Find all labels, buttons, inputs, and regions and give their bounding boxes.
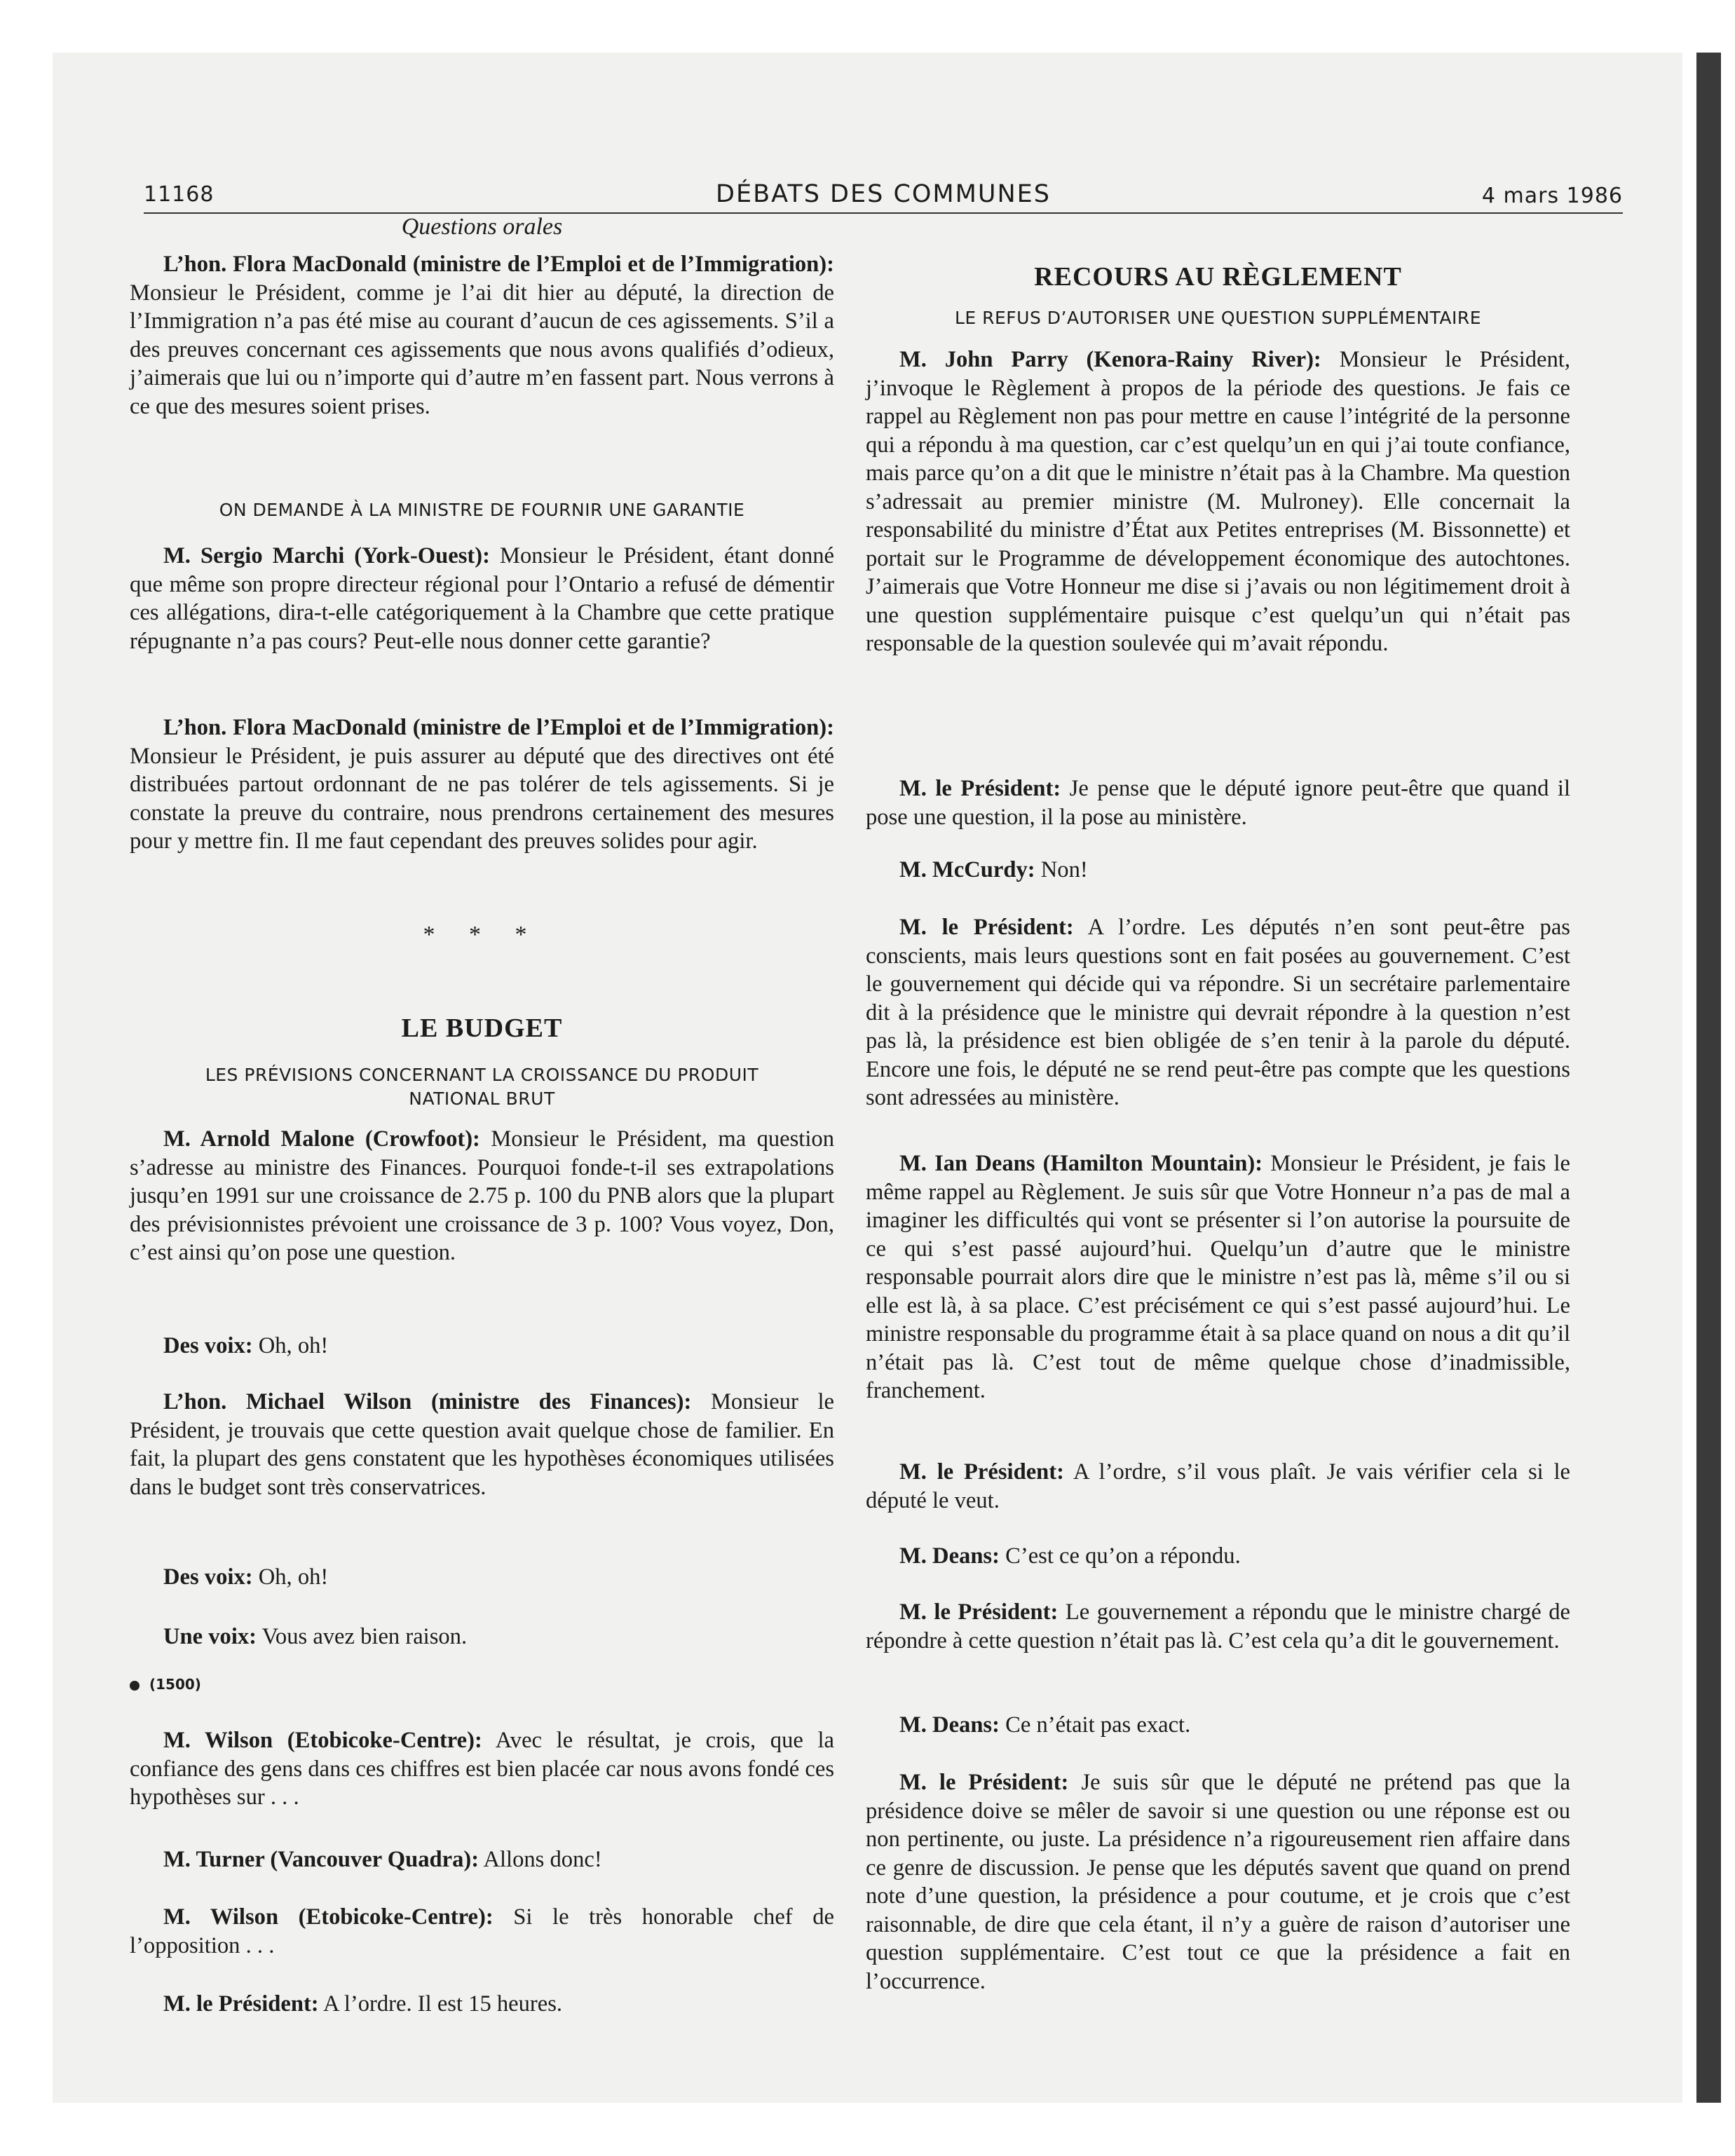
speech-text: Oh, oh! xyxy=(252,1333,329,1358)
speech-text: Si le très honorable chef de l’opposition . . . xyxy=(130,1904,834,1958)
speaker-name: M. Wilson (Etobicoke-Centre): xyxy=(163,1904,494,1930)
speaker-name: M. Wilson (Etobicoke-Centre): xyxy=(163,1728,482,1753)
speaker-name: M. Ian Deans (Hamilton Mountain): xyxy=(899,1151,1263,1176)
speech-text: Monsieur le Président, comme je l’ai dit hier au député, la direction de l’Immigration n’a pas été mise au courant d’aucun de ces agissements. S’il a des preuves concernant ces agissements que nous avons qualifiés d’odieux, j’aimerais que lui ou n’importe qui d’autre m’en fassent part. Nous verrons à ce que des mesures soient prises. xyxy=(130,280,834,419)
speaker-name: M. John Parry (Kenora-Rainy River): xyxy=(899,347,1321,372)
publication-date: 4 mars 1986 xyxy=(1481,184,1623,208)
document-page xyxy=(53,53,1682,2103)
speech-paragraph xyxy=(866,913,1570,1112)
speech-paragraph xyxy=(130,1563,834,1592)
speech-text: Je suis sûr que le député ne prétend pas que la présidence doive se mêler de savoir si une question ou une réponse est ou non pertinente, ou juste. La présidence n’a rigoureusement rien affaire dans ce genre de discussion. Je pense que les députés savent que quand on prend note d’une question, la présidence a pour coutume, et je crois que c’est raisonnable, de dire que cela étant, il n’y a guère de raison d’autoriser une question supplémentaire. C’est tout ce que la présidence a fait en l’occurrence. xyxy=(866,1770,1571,1994)
time-marker-text: (1500) xyxy=(149,1676,201,1693)
speech-paragraph xyxy=(130,1332,834,1360)
speech-text: Le gouvernement a répondu que le ministre chargé de répondre à cette question n’était pas là. C’est cela qu’a dit le gouvernement. xyxy=(866,1599,1571,1653)
speech-text: Monsieur le Président, ma question s’adresse au ministre des Finances. Pourquoi fonde-t-il ses extrapolations jusqu’en 1991 sur une croissance de 2.75 p. 100 du PNB alors que la plupart des prévisionnistes prévoient une croissance de 3 p. 100? Vous voyez, Don, c’est ainsi qu’on pose une question. xyxy=(130,1126,834,1265)
speech-text: Monsieur le Président, je fais le même rappel au Règlement. Je suis sûr que Votre Honneur n’a pas de mal a imaginer les difficultés qui vont se présenter si l’on autorise la poursuite de ce qui s’est passé aujourd’hui. Quelqu’un d’autre que le ministre responsable pourrait alors dire que le ministre n’est pas là, même s’il ou si elle est là, à sa place. C’est précisément ce qui s’est passé aujourd’hui. Le ministre responsable du programme était à sa place quand on nous a dit qu’il n’était pas là. C’est tout de même quelque chose d’inadmissible, franchement. xyxy=(866,1151,1570,1403)
page-number: 11168 xyxy=(144,182,215,207)
speech-text: Vous avez bien raison. xyxy=(257,1624,468,1649)
speech-paragraph xyxy=(866,1711,1570,1740)
speech-paragraph xyxy=(130,1903,834,1960)
speech-paragraph xyxy=(130,1125,834,1267)
speech-paragraph xyxy=(866,1542,1570,1571)
scan-edge-bar xyxy=(1696,53,1721,2103)
speech-text: Monsieur le Président, je puis assurer au député que des directives ont été distribuées partout ordonnant de ne pas tolérer de tels agissements. Si je constate la preuve du contraire, nous prendrons certainement des mesures pour y mettre fin. Il me faut cependant des preuves solides pour agir. xyxy=(130,743,834,854)
speech-paragraph xyxy=(866,346,1570,658)
speech-paragraph xyxy=(130,250,834,421)
speech-paragraph xyxy=(866,1598,1570,1655)
speech-text: Monsieur le Président, j’invoque le Règlement à propos de la période des questions. Je fais ce rappel au Règlement non pas pour mettre en cause l’intégrité de la personne qui a répondu à ma question, car c’est quelqu’un en qui j’ai toute confiance, mais parce qu’on a dit que le ministre n’était pas à la Chambre. Ma question s’adressait au premier ministre (M. Mulroney). Elle concernait la responsabilité du ministre d’État aux Petites entreprises (M. Bissonnette) et portait sur le Programme de développement économique des autochtones. J’aimerais que Votre Honneur me dise si j’avais ou non légitimement droit à une question supplémentaire puisque c’est quelqu’un qui n’était pas responsable de la question soulevée qui m’avait répondu. xyxy=(866,347,1570,656)
speech-paragraph xyxy=(130,1388,834,1501)
publication-title: DÉBATS DES COMMUNES xyxy=(716,180,1051,208)
speech-paragraph xyxy=(130,1990,834,2019)
speaker-name: M. le Président: xyxy=(899,1599,1059,1625)
speech-paragraph xyxy=(866,1458,1570,1515)
speech-text: A l’ordre, s’il vous plaît. Je vais vérifier cela si le député le veut. xyxy=(866,1459,1571,1513)
speaker-name: Des voix: xyxy=(163,1333,253,1358)
speaker-name: M. le Président: xyxy=(899,915,1074,940)
speech-paragraph xyxy=(130,1726,834,1812)
speech-text: Monsieur le Président, étant donné que même son propre directeur régional pour l’Ontario a refusé de démentir ces allégations, dira-t-elle catégoriquement à la Chambre que cette pratique répugnante n’a pas cours? Peut-elle nous donner cette garantie? xyxy=(130,543,834,654)
speech-text: A l’ordre. Les députés n’en sont peut-être pas conscients, mais leurs questions sont en fait posées au gouvernement. C’est le gouvernement qui décide qui va répondre. Si un secrétaire parlementaire dit à la présidence que le ministre qui devrait répondre à la question n’est pas là, la présidence est bien obligée de s’en tenir à la parole du député. Encore une fois, le député ne se rend peut-être pas compte que les questions sont adressées au ministère. xyxy=(866,915,1570,1110)
speech-paragraph xyxy=(130,542,834,655)
speech-text: A l’ordre. Il est 15 heures. xyxy=(318,1991,563,2017)
subheading: ON DEMANDE À LA MINISTRE DE FOURNIR UNE GARANTIE xyxy=(219,500,745,520)
speech-text: Je pense que le député ignore peut-être que quand il pose une question, il la pose au ministère. xyxy=(866,776,1570,830)
speaker-name: M. le Président: xyxy=(899,1459,1064,1485)
speaker-name: M. Turner (Vancouver Quadra): xyxy=(163,1847,479,1872)
bullet-dot-icon xyxy=(130,1681,140,1691)
speech-paragraph xyxy=(866,856,1570,885)
speaker-name: M. Deans: xyxy=(899,1712,1000,1738)
time-marker xyxy=(130,1676,834,1693)
speaker-name: M. Arnold Malone (Crowfoot): xyxy=(163,1126,480,1152)
speech-paragraph xyxy=(866,1149,1570,1405)
speaker-name: M. Deans: xyxy=(899,1543,1000,1569)
speaker-name: L’hon. Flora MacDonald (ministre de l’Emploi et de l’Immigration): xyxy=(163,715,834,740)
speech-text: Ce n’était pas exact. xyxy=(999,1712,1191,1738)
speaker-name: L’hon. Michael Wilson (ministre des Finances): xyxy=(163,1389,692,1414)
speech-text: Allons donc! xyxy=(479,1847,602,1872)
subheading: LES PRÉVISIONS CONCERNANT LA CROISSANCE DU PRODUIT NATIONAL BRUT xyxy=(205,1065,759,1109)
speaker-name: Des voix: xyxy=(163,1564,253,1590)
speech-text: Avec le résultat, je crois, que la confiance des gens dans ces chiffres est bien placée car nous avons fondé ces hypothèses sur . . . xyxy=(130,1728,834,1810)
subheading: LE REFUS D’AUTORISER UNE QUESTION SUPPLÉMENTAIRE xyxy=(954,308,1482,328)
speech-text: Non! xyxy=(1035,857,1088,882)
speech-text: Oh, oh! xyxy=(252,1564,329,1590)
section-separator: * * * xyxy=(423,922,541,948)
speaker-name: M. le Président: xyxy=(163,1991,319,2017)
section-heading: LE BUDGET xyxy=(401,1014,563,1043)
speaker-name: Une voix: xyxy=(163,1624,257,1649)
speech-text: C’est ce qu’on a répondu. xyxy=(999,1543,1241,1569)
speech-paragraph xyxy=(130,1623,834,1651)
speech-paragraph xyxy=(866,1768,1570,1995)
section-heading: RECOURS AU RÈGLEMENT xyxy=(1034,262,1402,292)
speech-text: Monsieur le Président, je trouvais que cette question avait quelque chose de familier. En fait, la plupart des gens constatent que les hypothèses économiques utilisées dans le budget sont très conservatrices. xyxy=(130,1389,834,1500)
speaker-name: M. Sergio Marchi (York-Ouest): xyxy=(163,543,490,568)
speaker-name: M. le Président: xyxy=(899,776,1061,801)
page-header xyxy=(144,170,1623,214)
speech-paragraph xyxy=(130,1845,834,1874)
speech-paragraph xyxy=(130,714,834,856)
section-label: Questions orales xyxy=(401,214,563,240)
speaker-name: L’hon. Flora MacDonald (ministre de l’Emploi et de l’Immigration): xyxy=(163,252,834,277)
speaker-name: M. le Président: xyxy=(899,1770,1069,1795)
speech-paragraph xyxy=(866,775,1570,831)
speaker-name: M. McCurdy: xyxy=(899,857,1035,882)
